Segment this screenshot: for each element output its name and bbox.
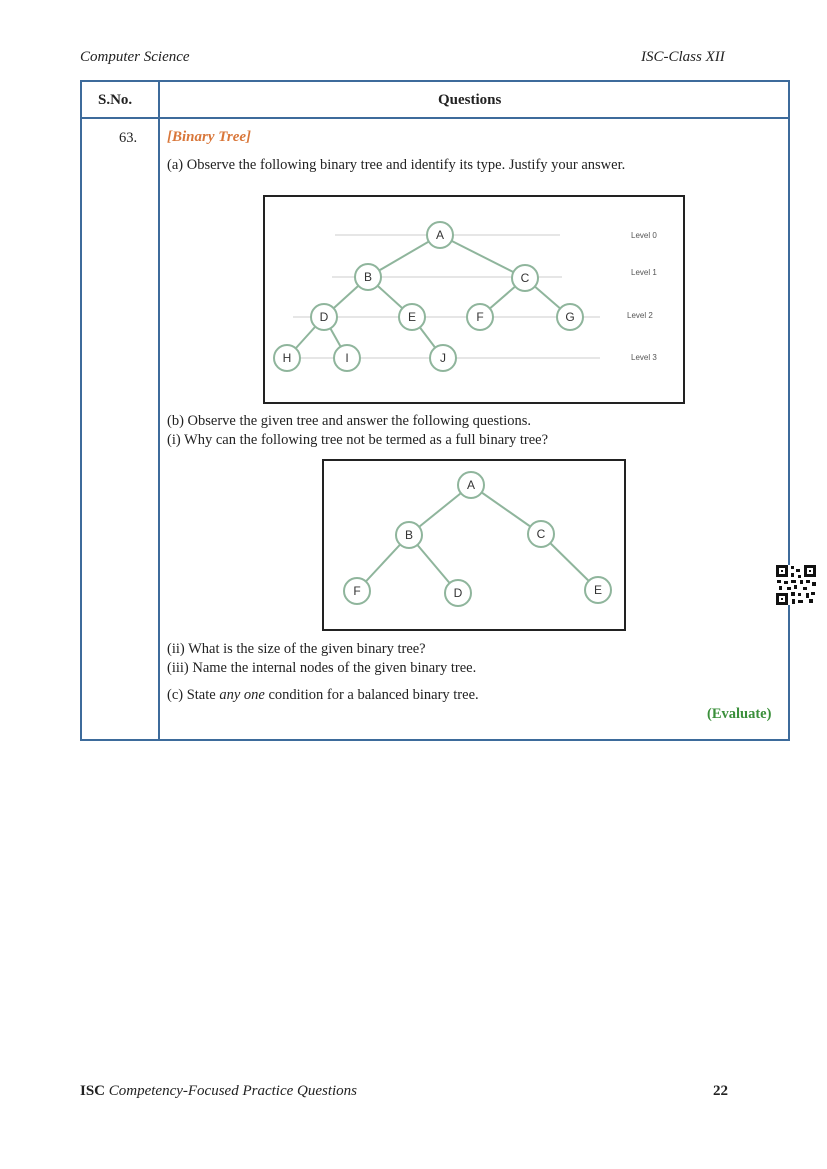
level-label: Level 3: [631, 353, 657, 362]
header-divider: [80, 117, 788, 119]
svg-text:B: B: [363, 270, 373, 284]
page-number: 22: [713, 1083, 728, 1099]
col-questions-header: Questions: [438, 92, 502, 108]
tree-node: [274, 345, 300, 371]
footer-subtitle: Competency-Focused Practice Questions: [108, 1083, 358, 1099]
tree-node: [557, 304, 583, 330]
tree-node: [344, 578, 370, 604]
tree-diagram-2: [322, 459, 626, 631]
part-c-text: [167, 687, 479, 704]
svg-text:F: F: [476, 310, 484, 324]
tree-node: [445, 580, 471, 606]
svg-text:C: C: [520, 271, 530, 285]
tree-node: [585, 577, 611, 603]
tree-node: [467, 304, 493, 330]
tree-diagram-1: [263, 195, 685, 404]
tree-edges: [357, 485, 598, 593]
footer-title: [80, 1083, 357, 1100]
svg-text:H: H: [282, 351, 292, 365]
level-label: Level 0: [631, 231, 657, 240]
svg-text:E: E: [407, 310, 417, 324]
part-a-text: (a) Observe the following binary tree and identify its type. Justify your answer.: [167, 157, 626, 173]
tree-node: [528, 521, 554, 547]
part-b-text: (b) Observe the given tree and answer the following questions.: [167, 413, 532, 429]
part-c-suffix: condition for a balanced binary tree.: [264, 687, 479, 703]
tree-node: [355, 264, 381, 290]
svg-text:G: G: [565, 310, 575, 324]
svg-text:E: E: [593, 583, 603, 597]
level-label: Level 2: [627, 311, 653, 320]
evaluate-tag: (Evaluate): [707, 706, 772, 722]
column-divider: [158, 80, 160, 739]
level-label: Level 1: [631, 268, 657, 277]
tree-node: [399, 304, 425, 330]
question-topic: [Binary Tree]: [167, 129, 252, 145]
part-b-i-text: (i) Why can the following tree not be termed as a full binary tree?: [167, 432, 549, 448]
tree-node: [311, 304, 337, 330]
svg-text:D: D: [453, 586, 463, 600]
svg-text:F: F: [353, 584, 361, 598]
tree-edges: [287, 235, 570, 358]
tree-node: [430, 345, 456, 371]
svg-text:I: I: [345, 351, 349, 365]
part-b-ii-text: (ii) What is the size of the given binary tree?: [167, 641, 426, 657]
svg-text:A: A: [466, 478, 476, 492]
svg-text:C: C: [536, 527, 546, 541]
svg-text:D: D: [319, 310, 329, 324]
col-sno-header: S.No.: [98, 92, 133, 108]
header-subject: Computer Science: [80, 49, 190, 65]
part-c-prefix: (c) State: [167, 687, 220, 703]
tree-node: [396, 522, 422, 548]
svg-text:B: B: [404, 528, 414, 542]
tree-node: [334, 345, 360, 371]
tree-node: [458, 472, 484, 498]
tree-node: [427, 222, 453, 248]
question-number: 63.: [119, 130, 138, 146]
tree-node: [512, 265, 538, 291]
qr-code-icon: [776, 565, 816, 610]
part-c-emphasis: any one: [219, 687, 265, 703]
svg-text:A: A: [435, 228, 445, 242]
header-class: ISC-Class XII: [641, 49, 725, 65]
level-lines: [275, 235, 600, 358]
part-b-iii-text: (iii) Name the internal nodes of the given binary tree.: [167, 660, 477, 676]
footer-brand: ISC: [80, 1083, 106, 1099]
svg-text:J: J: [440, 351, 446, 365]
